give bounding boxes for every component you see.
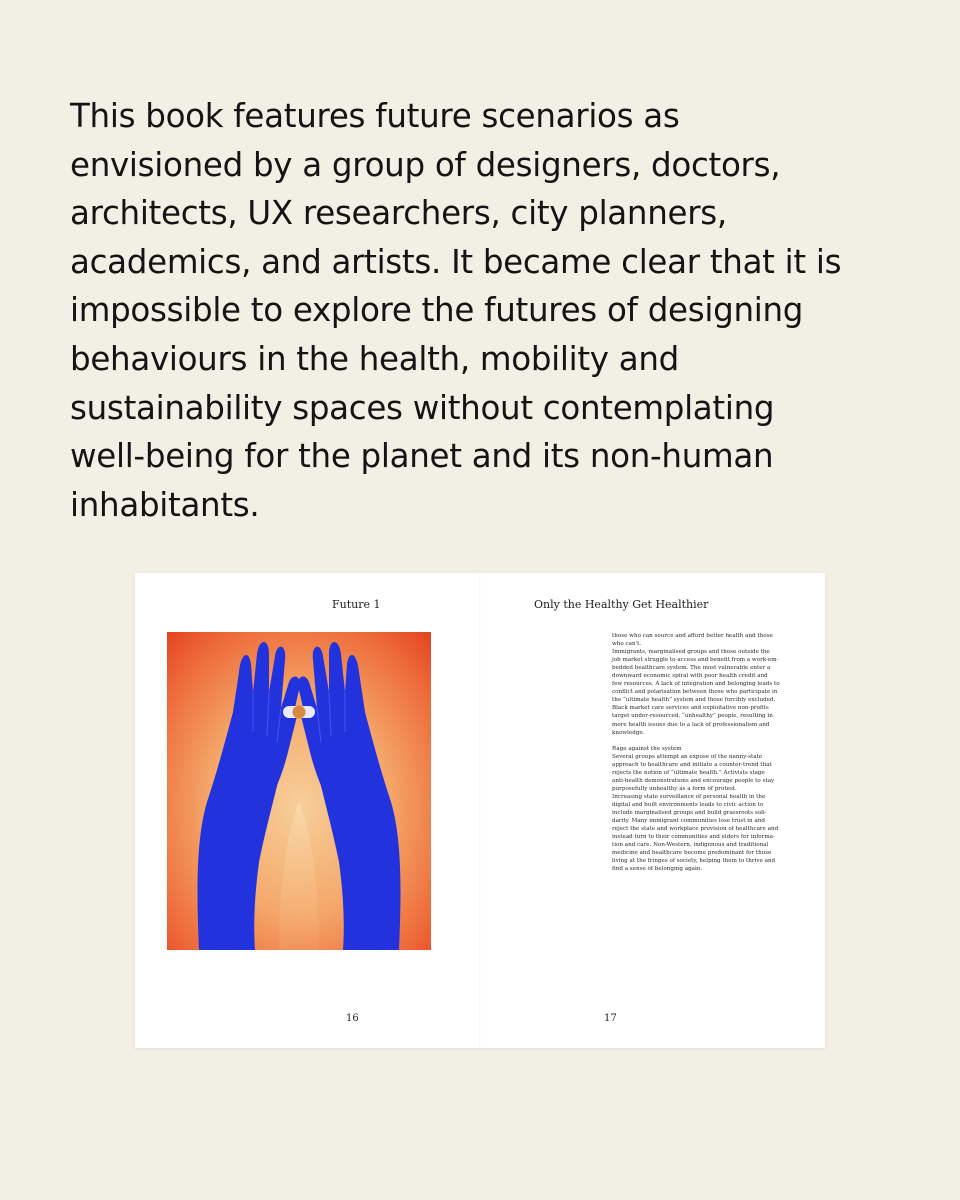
text-line: Immigrants, marginalised groups and those outside the [612,649,770,656]
hands-illustration-icon [167,632,431,950]
text-line: who can't. [612,641,642,648]
intro-line: impossible to explore the futures of designing [70,291,804,330]
intro-line: academics, and artists. It became clear that it is [70,242,842,281]
right-running-head: Only the Healthy Get Healthier [534,598,709,611]
intro-line: envisioned by a group of designers, doctors, [70,145,781,184]
text-line: living at the fringes of society, helping them to thrive and [612,858,776,865]
text-line: job market struggle to access and benefit from a work-em- [612,657,779,664]
text-line: conflict and polarisation between those who participate in [612,689,778,696]
text-line: darity. Many immigrant communities lose trust in and [612,818,765,825]
intro-line: inhabitants. [70,485,260,524]
intro-line: This book features future scenarios as [70,97,680,135]
text-line: instead turn to their communities and elders for informa- [612,834,775,841]
paragraph-gap [612,737,798,745]
text-line: downward economic spiral with poor health credit and [612,673,768,680]
text-line: Several groups attempt an expose of the nanny-state [612,753,763,760]
text-line: rejects the notion of “ultimate health.” Activists stage [612,769,765,776]
text-line: approach to healthcare and initiate a counter-trend that [612,761,772,768]
text-line: tion and care. Non-Western, indigenous and traditional [612,842,769,849]
section-heading: Rage against the system [612,745,682,752]
left-page-number: 16 [346,1013,359,1024]
text-line: more health issues due to a lack of professionalism and [612,721,770,728]
text-line: bedded healthcare system. The most vulnerable enter a [612,665,771,672]
spine-gutter [479,573,481,1048]
text-line: Black market care services and exploitative non-profits [612,705,769,712]
left-running-head: Future 1 [332,598,381,611]
text-line: medicine and healthcare become predominant for those [612,850,772,857]
intro-line: architects, UX researchers, city planners, [70,194,727,233]
intro-line: sustainability spaces without contemplating [70,388,775,427]
text-line: digital and built environments leads to civic action to [612,801,764,808]
intro-line: well-being for the planet and its non-human [70,437,774,476]
right-page-body-text [612,632,798,873]
text-line: few resources. A lack of integration and belonging leads to [612,681,780,688]
text-line: reject the state and workplace provision of healthcare and [612,826,779,833]
text-line: anti-health demonstrations and encourage people to stay [612,777,775,784]
intro-text [70,92,900,529]
intro-line: behaviours in the health, mobility and [70,339,679,378]
book-spread-image [135,573,825,1048]
text-line: those who can source and afford better health and those [612,633,773,639]
text-line: the “ultimate health” system and those forcibly excluded. [612,697,776,704]
text-line: find a sense of belonging again. [612,866,703,873]
text-line: purposefully unhealthy as a form of protest. [612,785,737,792]
right-page-number: 17 [604,1013,617,1024]
text-line: knowledge. [612,729,645,736]
text-line: target under-resourced, “unhealthy” people, resulting in [612,713,773,720]
text-line: include marginalised groups and build grassroots soli- [612,809,767,816]
text-line: Increasing state surveillance of personal health in the [612,793,766,800]
